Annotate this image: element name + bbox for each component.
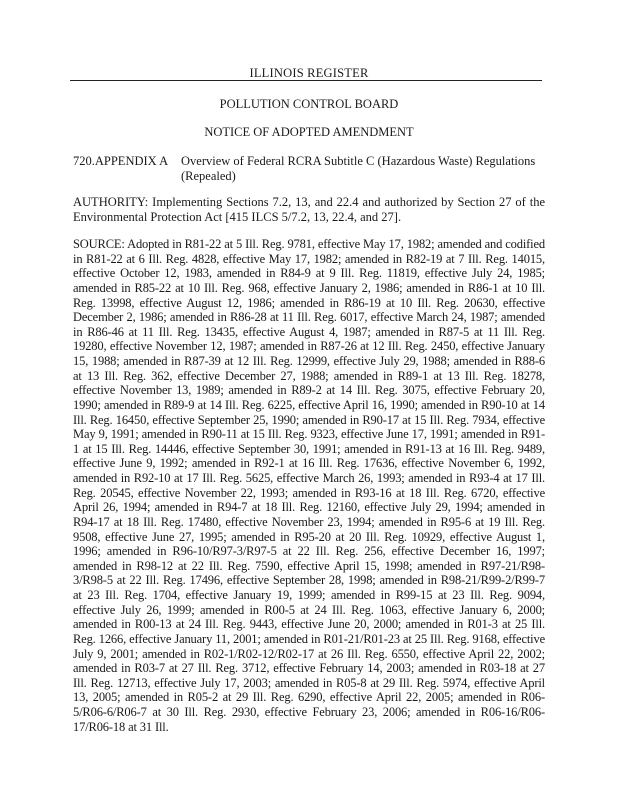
header-rule bbox=[70, 80, 542, 81]
register-title: ILLINOIS REGISTER bbox=[249, 66, 369, 80]
notice-title: NOTICE OF ADOPTED AMENDMENT bbox=[204, 125, 414, 139]
section-number: 720.APPENDIX A bbox=[73, 154, 169, 168]
section-title: Overview of Federal RCRA Subtitle C (Hazardous Waste) Regulations (Repealed) bbox=[181, 154, 536, 183]
authority-paragraph: AUTHORITY: Implementing Sections 7.2, 13, and 22.4 and authorized by Section 27 of the Environmental Protection Act [415 ILCS 5/7.2, 13, 22.4, and 27]. bbox=[73, 195, 545, 224]
source-paragraph: SOURCE: Adopted in R81-22 at 5 Ill. Reg. 9781, effective May 17, 1982; amended and codified in R81-22 at 6 Ill. Reg. 4828, effective May 17, 1982; amended in R82-19 at 7 Ill. Reg. 14015, effective October 12, 1983, amended in R84-9 at 9 Ill. Reg. 11819, effective July 24, 1985; amended in R85-22 at 10 Ill. Reg. 968, effective January 2, 1986; amended in R86-1 at 10 Ill. Reg. 13998, effective August 12, 1986; amended in R86-19 at 10 Ill. Reg. 20630, effective December 2, 1986; amended in R86-28 at 11 Ill. Reg. 6017, effective March 24, 1987; amended in R86-46 at 11 Ill. Reg. 13435, effective August 4, 1987; amended in R87-5 at 11 Ill. Reg. 19280, effective November 12, 1987; amended in R87-26 at 12 Ill. Reg. 2450, effective January 15, 1988; amended in R87-39 at 12 Ill. Reg. 12999, effective July 29, 1988; amended in R88-6 at 13 Ill. Reg. 362, effective December 27, 1988; amended in R89-1 at 13 Ill. Reg. 18278, effective November 13, 1989; amended in R89-2 at 14 Ill. Reg. 3075, effective February 20, 1990; amended in R89-9 at 14 Ill. Reg. 6225, effective April 16, 1990; amended in R90-10 at 14 Ill. Reg. 16450, effective September 25, 1990; amended in R90-17 at 15 Ill. Reg. 7934, effective May 9, 1991; amended in R90-11 at 15 Ill. Reg. 9323, effective June 17, 1991; amended in R91-1 at 15 Ill. Reg. 14446, effective September 30, 1991; amended in R91-13 at 16 Ill. Reg. 9489, effective June 9, 1992; amended in R92-1 at 16 Ill. Reg. 17636, effective November 6, 1992, amended in R92-10 at 17 Ill. Reg. 5625, effective March 26, 1993; amended in R93-4 at 17 Ill. Reg. 20545, effective November 22, 1993; amended in R93-16 at 18 Ill. Reg. 6720, effective April 26, 1994; amended in R94-7 at 18 Ill. Reg. 12160, effective July 29, 1994; amended in R94-17 at 18 Ill. Reg. 17480, effective November 23, 1994; amended in R95-6 at 19 Ill. Reg. 9508, effective June 27, 1995; amended in R95-20 at 20 Ill. Reg. 10929, effective August 1, 1996; amended in R96-10/R97-3/R97-5 at 22 Ill. Reg. 256, effective December 16, 1997; amended in R98-12 at 22 Ill. Reg. 7590, effective April 15, 1998; amended in R97-21/R98-3/R98-5 at 22 Ill. Reg. 17496, effective September 28, 1998; amended in R98-21/R99-2/R99-7 at 23 Ill. Reg. 1704, effective January 19, 1999; amended in R99-15 at 23 Ill. Reg. 9094, effective July 26, 1999; amended in R00-5 at 24 Ill. Reg. 1063, effective January 6, 2000; amended in R00-13 at 24 Ill. Reg. 9443, effective June 20, 2000; amended in R01-3 at 25 Ill. Reg. 1266, effective January 11, 2001; amended in R01-21/R01-23 at 25 Ill. Reg. 9168, effective July 9, 2001; amended in R02-1/R02-12/R02-17 at 26 Ill. Reg. 6550, effective April 22, 2002; amended in R03-7 at 27 Ill. Reg. 3712, effective February 14, 2003; amended in R03-18 at 27 Ill. Reg. 12713, effective July 17, 2003; amended in R05-8 at 29 Ill. Reg. 5974, effective April 13, 2005; amended in R05-2 at 29 Ill. Reg. 6290, effective April 22, 2005; amended in R06-5/R06-6/R06-7 at 30 Ill. Reg. 2930, effective February 23, 2006; amended in R06-16/R06-17/R06-18 at 31 Ill. bbox=[73, 237, 545, 734]
board-name: POLLUTION CONTROL BOARD bbox=[219, 97, 399, 111]
